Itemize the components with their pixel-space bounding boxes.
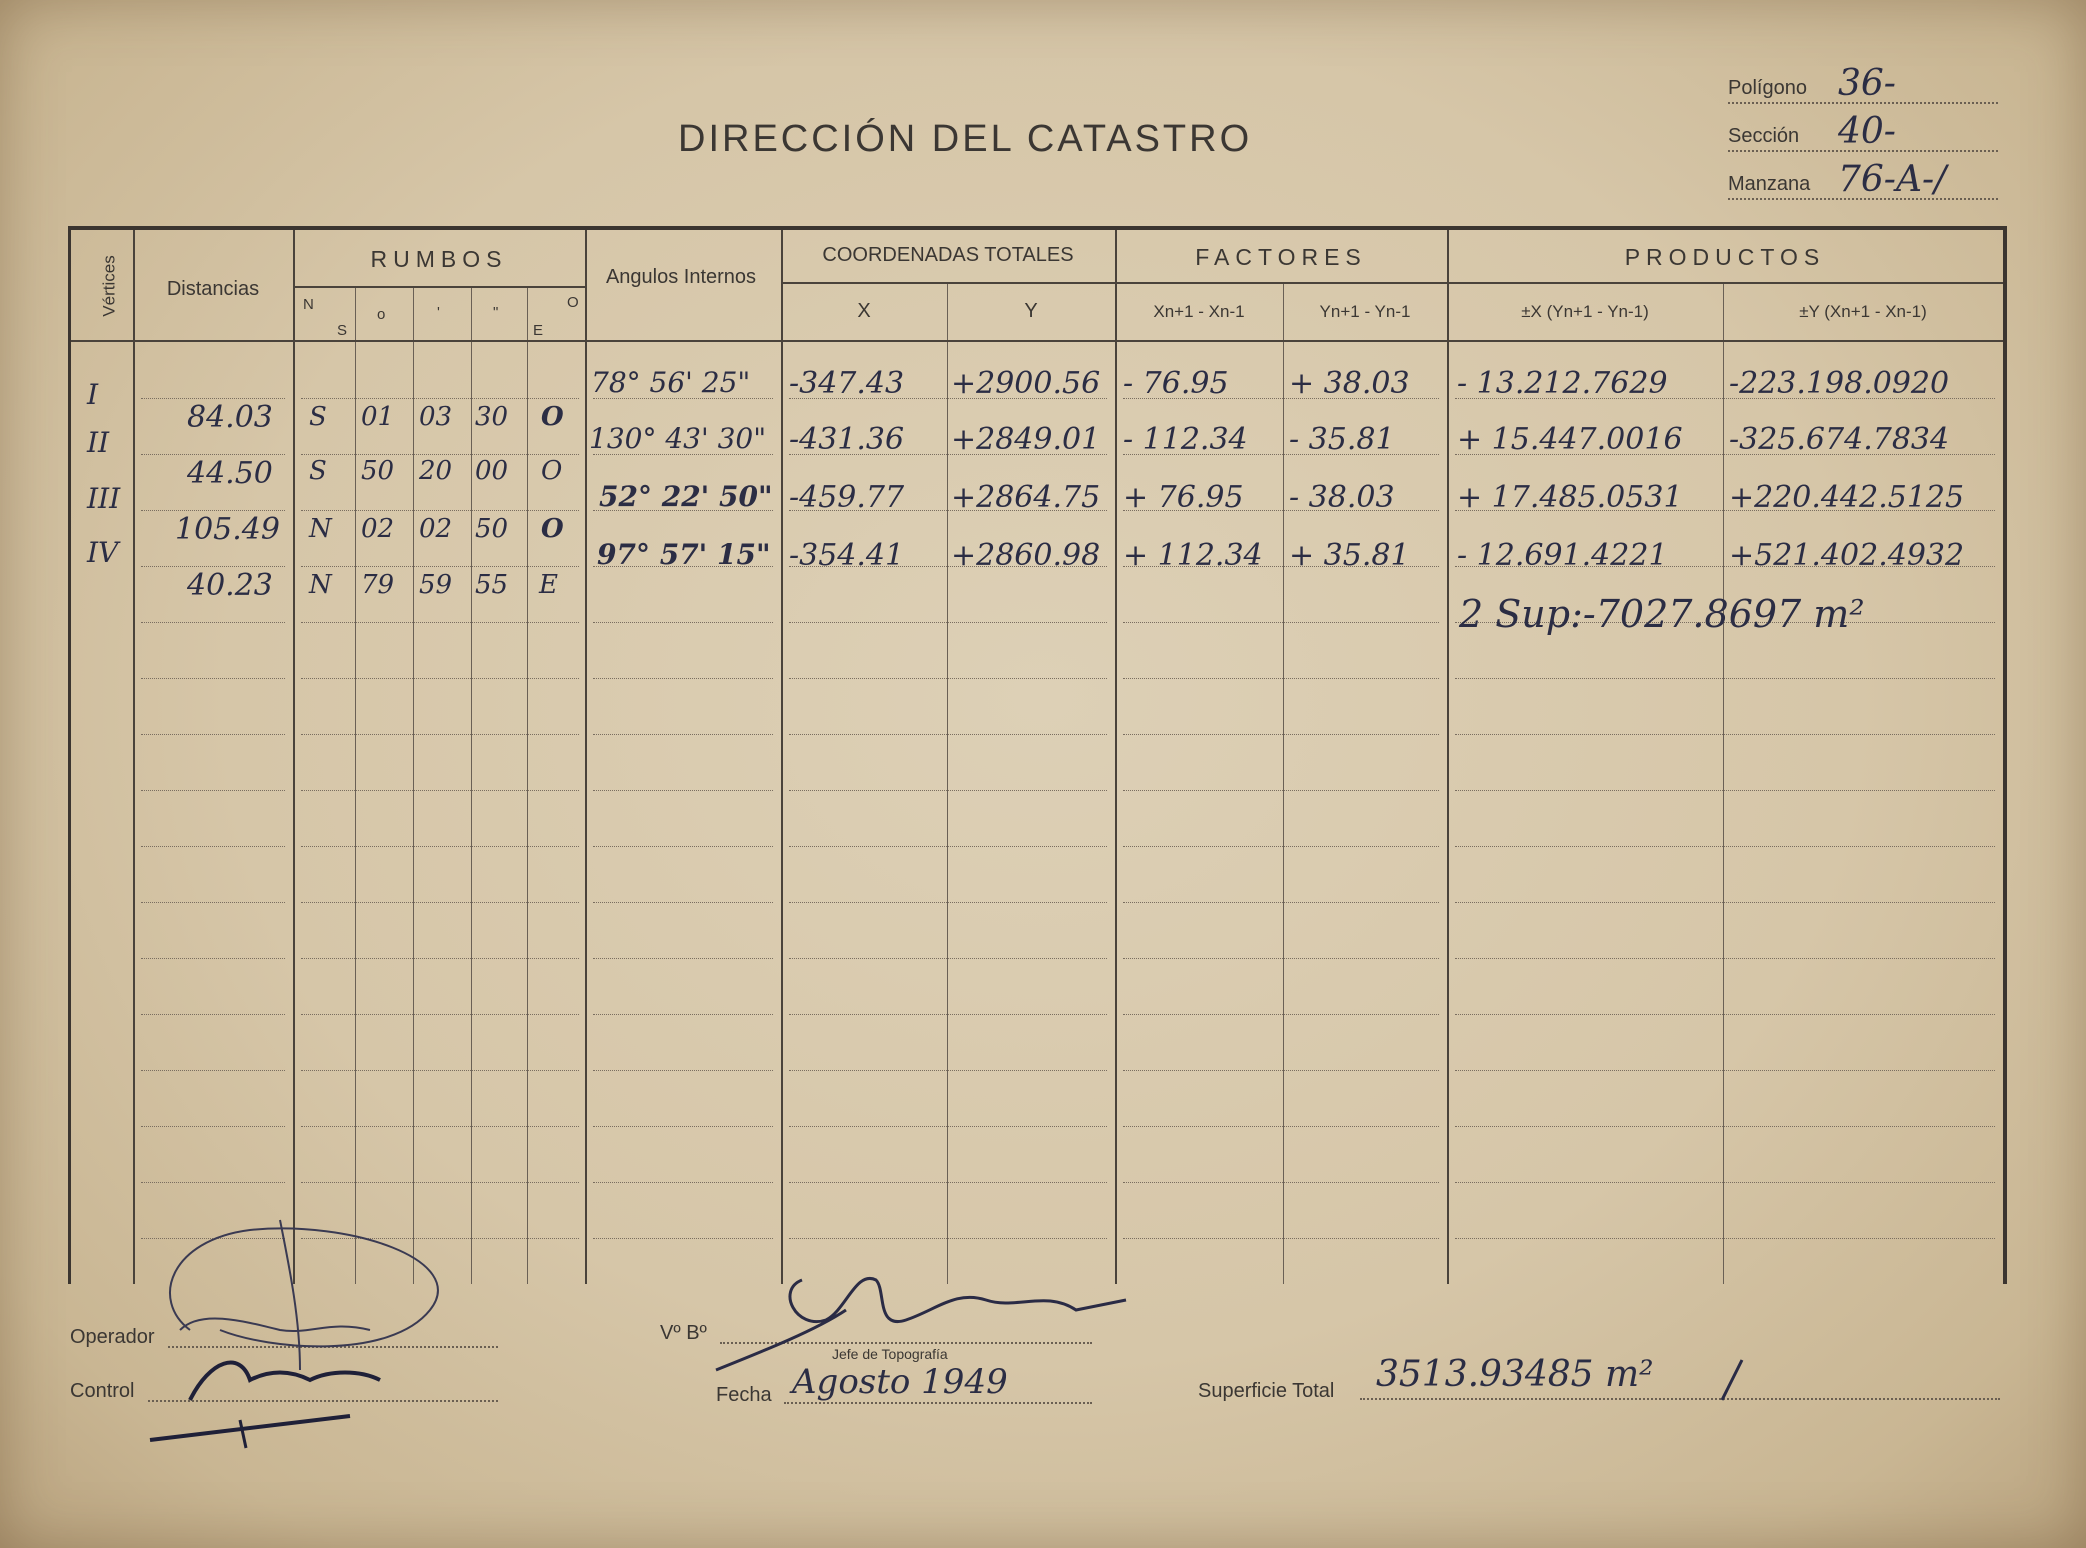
rumbo-n: N	[303, 296, 314, 313]
rumbos-header: RUMBOS	[370, 246, 508, 272]
ruled-line	[1123, 1238, 1439, 1239]
ruled-line	[593, 678, 773, 679]
ruled-line	[141, 622, 285, 623]
rumbo-o: O	[567, 294, 579, 311]
jefe-label: Jefe de Topografía	[832, 1346, 948, 1362]
sum-line: 2 Sup:-7027.8697 m²	[1459, 592, 1865, 636]
ruled-line	[141, 1070, 285, 1071]
distancias-header: Distancias	[166, 278, 260, 300]
prod-y-header: ±Y (Xn+1 - Xn-1)	[1799, 302, 1927, 321]
ruled-line	[141, 902, 285, 903]
ruled-line	[141, 678, 285, 679]
ruled-line	[789, 678, 1107, 679]
rumbo-sec: "	[493, 304, 499, 321]
vobo-label: Vº Bº	[660, 1322, 707, 1344]
ruled-line	[789, 902, 1107, 903]
ruled-line	[1455, 1070, 1995, 1071]
ruled-line	[1455, 958, 1995, 959]
ruled-line	[301, 566, 579, 567]
ruled-line	[301, 958, 579, 959]
seccion-value: 40-	[1838, 111, 1896, 152]
operador-signature	[130, 1180, 470, 1450]
ruled-line	[593, 1182, 773, 1183]
ruled-line	[789, 846, 1107, 847]
ruled-line	[789, 1238, 1107, 1239]
ruled-line	[1123, 958, 1439, 959]
ruled-line	[1455, 1126, 1995, 1127]
ruled-line	[1123, 622, 1439, 623]
ruled-line	[593, 1126, 773, 1127]
ruled-line	[1123, 1182, 1439, 1183]
poligono-label: Polígono	[1728, 77, 1807, 99]
manzana-label: Manzana	[1728, 173, 1811, 195]
factores-header: FACTORES	[1195, 244, 1367, 270]
rumbo-min: '	[437, 304, 440, 321]
ruled-line	[1123, 790, 1439, 791]
operador-label: Operador	[70, 1326, 155, 1348]
ruled-line	[1123, 1014, 1439, 1015]
ruled-line	[593, 790, 773, 791]
ruled-line	[141, 790, 285, 791]
prod-x-header: ±X (Yn+1 - Yn-1)	[1521, 302, 1649, 321]
ruled-line	[141, 958, 285, 959]
ruled-line	[301, 678, 579, 679]
form-title: DIRECCIÓN DEL CATASTRO	[678, 118, 1253, 160]
ruled-line	[1455, 902, 1995, 903]
ruled-line	[301, 902, 579, 903]
poligono-value: 36-	[1838, 63, 1896, 104]
poligono-field	[1728, 62, 1998, 104]
ruled-line	[141, 734, 285, 735]
ruled-line	[301, 1126, 579, 1127]
rumbo-e: E	[533, 322, 544, 339]
ruled-line	[1123, 1126, 1439, 1127]
rumbo-deg: o	[377, 306, 386, 323]
seccion-field	[1728, 110, 1998, 152]
coord-y-header: Y	[1024, 300, 1038, 322]
ruled-line	[789, 1126, 1107, 1127]
ruled-line	[593, 902, 773, 903]
ruled-line	[1123, 902, 1439, 903]
factor-y-header: Yn+1 - Yn-1	[1319, 302, 1411, 321]
ruled-line	[141, 510, 285, 511]
fecha-value: Agosto 1949	[792, 1362, 1008, 1402]
ruled-line	[593, 1070, 773, 1071]
ruled-line	[1123, 678, 1439, 679]
ruled-line	[593, 734, 773, 735]
ruled-line	[301, 510, 579, 511]
ruled-line	[141, 846, 285, 847]
seccion-label: Sección	[1728, 125, 1800, 147]
manzana-value: 76-A-/	[1838, 159, 1947, 200]
ruled-line	[593, 846, 773, 847]
ruled-line	[593, 622, 773, 623]
ruled-line	[1455, 1014, 1995, 1015]
ruled-line	[789, 1182, 1107, 1183]
ruled-line	[789, 734, 1107, 735]
ruled-line	[789, 958, 1107, 959]
ruled-line	[1455, 1238, 1995, 1239]
productos-header: PRODUCTOS	[1624, 244, 1826, 270]
ruled-line	[141, 454, 285, 455]
ruled-line	[1455, 678, 1995, 679]
ruled-line	[1123, 846, 1439, 847]
angulos-header: Angulos Internos	[605, 266, 757, 288]
ruled-line	[789, 1014, 1107, 1015]
fecha-label: Fecha	[716, 1384, 772, 1406]
check-mark	[1712, 1350, 1772, 1410]
ruled-line	[301, 1070, 579, 1071]
survey-table: Vértices Distancias RUMBOS N S o ' " E O Angulos Internos COORDENADAS TOTALES X Y FACTORES Xn+1 - Xn-1 Yn+1 - Yn-1 PRODUCTOS ±X (Yn+1 - Yn-1) ±Y (Xn+1 - Xn-1) I 84.03 S 01 03 30 O 78° 56' 25" -347.43 +2900.56 - 76.95 + 38.03 - 13.212.7629 -223.198.0920 II 44.50 S 50 20 00 O 130° 43' 30" -431.36 +2849.01 - 112.34 - 35.81 + 15.447.0016 -325.674.7834 III 105.49 N 02 02 50 O 52° 22' 50" -459.77 +2864.75 + 76.95 - 38.03 + 17.485.0531 +220.442.5125 IV 40.23 N 79 59 55 E 97° 57' 15" -354.41 +2860.98 + 112.34 + 35.81 - 12.691.4221 +521.402.4932 2 Sup:-7027.8697 m²	[68, 226, 2007, 1284]
factor-x-header: Xn+1 - Xn-1	[1153, 302, 1245, 321]
ruled-line	[1455, 846, 1995, 847]
superficie-value: 3513.93485 m²	[1376, 1354, 1654, 1395]
manzana-field	[1728, 158, 1998, 200]
ruled-line	[301, 398, 579, 399]
ruled-line	[593, 1238, 773, 1239]
ruled-line	[1455, 1182, 1995, 1183]
ruled-line	[141, 1126, 285, 1127]
ruled-line	[1455, 734, 1995, 735]
ruled-line	[141, 1014, 285, 1015]
ruled-line	[1123, 734, 1439, 735]
ruled-line	[141, 398, 285, 399]
ruled-line	[789, 1070, 1107, 1071]
ruled-line	[301, 1014, 579, 1015]
ruled-line	[593, 958, 773, 959]
ruled-line	[301, 454, 579, 455]
superficie-label: Superficie Total	[1198, 1380, 1335, 1402]
ruled-line	[301, 734, 579, 735]
control-label: Control	[70, 1380, 135, 1402]
rumbo-s: S	[337, 322, 348, 339]
ruled-line	[301, 846, 579, 847]
ruled-line	[301, 622, 579, 623]
ruled-line	[141, 566, 285, 567]
coordenadas-header: COORDENADAS TOTALES	[822, 244, 1074, 266]
ruled-line	[789, 622, 1107, 623]
coord-x-header: X	[857, 300, 871, 322]
ruled-line	[789, 790, 1107, 791]
jefe-signature	[706, 1250, 1136, 1380]
ruled-line	[1455, 790, 1995, 791]
ruled-line	[593, 1014, 773, 1015]
vertices-header: Vértices	[99, 255, 119, 317]
ruled-line	[301, 790, 579, 791]
ruled-line	[1123, 1070, 1439, 1071]
